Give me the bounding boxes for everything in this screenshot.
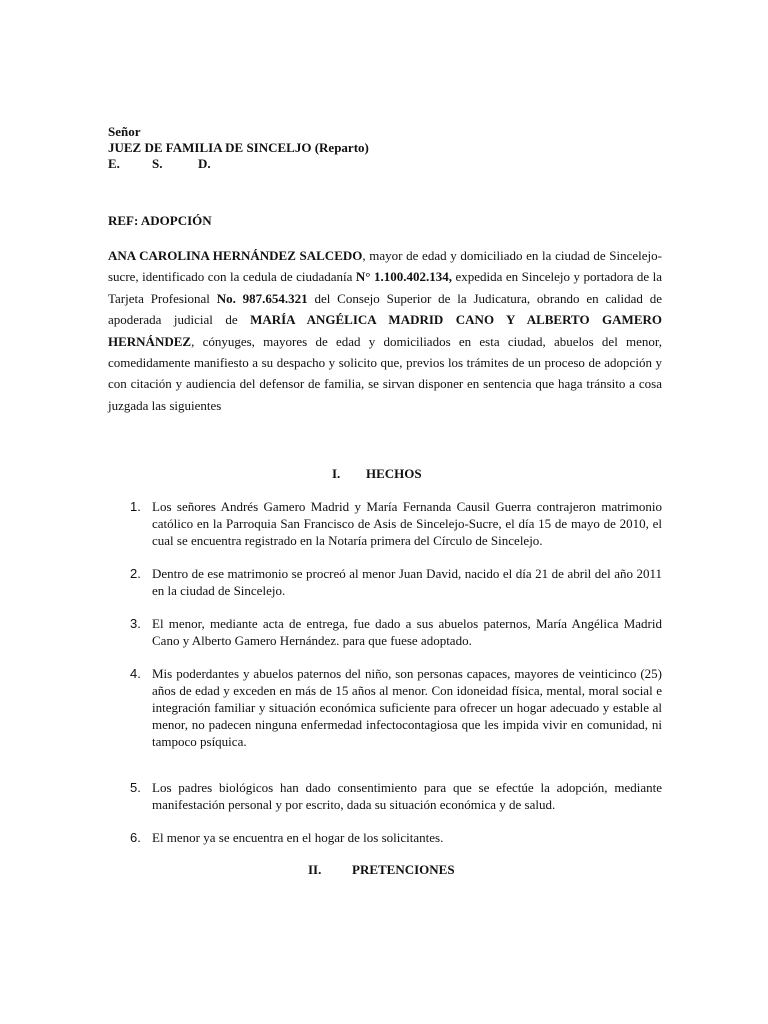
license-number: No. 987.654.321 (216, 290, 308, 306)
addressee-name: JUEZ DE FAMILIA DE SINCELJO (Reparto) (108, 140, 369, 155)
item-number: 1. (130, 499, 141, 515)
intro-text-2: expedida en Sincelejo y portadora de la Tarjeta Profesional (108, 269, 662, 306)
section-heading-pretenciones (108, 862, 662, 878)
item-text: El menor ya se encuentra en el hogar de los solicitantes. (152, 830, 444, 846)
list-item (108, 829, 662, 846)
item-text: Mis poderdantes y abuelos paternos del niño, son personas capaces, mayores de veinticinco (25) años de edad y exceden en más de 15 años al menor. Con idoneidad física, mental, moral social e integración familiar y situación económica suficiente para ofrecer un hogar adecuado y estable al menor, no padecen ninguna enfermedad infectocontagiosa que les impida vivir en comunidad, ni tampoco psíquica. (152, 666, 662, 750)
list-item (108, 615, 662, 649)
id-number: N° 1.100.402.134, (355, 269, 452, 285)
list-item (108, 565, 662, 599)
item-text: El menor, mediante acta de entrega, fue dado a sus abuelos paternos, María Angélica Madrid Cano y Alberto Gamero Hernández. para que fuese adoptado. (152, 616, 662, 649)
item-number: 5. (130, 780, 141, 796)
intro-paragraph (108, 245, 662, 416)
item-text: Los señores Andrés Gamero Madrid y María Fernanda Causil Guerra contrajeron matrimonio católico en la Parroquia San Francisco de Asis de Sincelejo-Sucre, el día 15 de mayo de 2010, el cual se encuentra registrado en la Notaría primera del Círculo de Sincelejo. (152, 499, 662, 549)
esd-line (108, 156, 662, 172)
item-number: 4. (130, 666, 141, 682)
item-number: 3. (130, 616, 141, 632)
section-heading-hechos (108, 466, 662, 482)
esd-s: S. (152, 156, 163, 171)
facts-list (108, 498, 662, 846)
document-page (108, 124, 662, 878)
intro-text-1: , mayor de edad y domiciliado en la ciudad de Sincelejo- sucre, identificado con la cedula de ciudadanía (108, 248, 662, 285)
section-title: PRETENCIONES (352, 862, 455, 878)
item-text: Los padres biológicos han dado consentimiento para que se efectúe la adopción, mediante manifestación personal y por escrito, dada su situación económica y de salud. (152, 780, 662, 813)
section-number: I. (332, 466, 341, 482)
clients-names: MARÍA ANGÉLICA MADRID CANO Y ALBERTO GAMERO HERNÁNDEZ (108, 312, 662, 349)
list-item (108, 498, 662, 549)
intro-text-4: , cónyuges, mayores de edad y domiciliados en esta ciudad, abuelos del menor, comedidamente manifiesto a su despacho y solicito que, previos los trámites de un proceso de adopción y con citación y audiencia del defensor de familia, se sirvan disponer en sentencia que haga tránsito a cosa juzgada las siguientes (108, 333, 662, 413)
salutation: Señor (108, 124, 141, 139)
section-title: HECHOS (366, 466, 422, 482)
item-number: 2. (130, 566, 141, 582)
esd-d: D. (198, 156, 211, 171)
list-item (108, 665, 662, 750)
intro-text-3: del Consejo Superior de la Judicatura, obrando en calidad de apoderada judicial de (108, 290, 663, 328)
item-number: 6. (130, 830, 141, 846)
item-text: Dentro de ese matrimonio se procreó al menor Juan David, nacido el día 21 de abril del año 2011 en la ciudad de Sincelejo. (152, 566, 662, 599)
addressee-block (108, 124, 662, 172)
list-item (108, 779, 662, 813)
reference-line: REF: ADOPCIÓN (108, 213, 212, 228)
esd-e: E. (108, 156, 120, 171)
attorney-name: ANA CAROLINA HERNÁNDEZ SALCEDO (108, 248, 363, 263)
section-number: II. (308, 862, 322, 878)
